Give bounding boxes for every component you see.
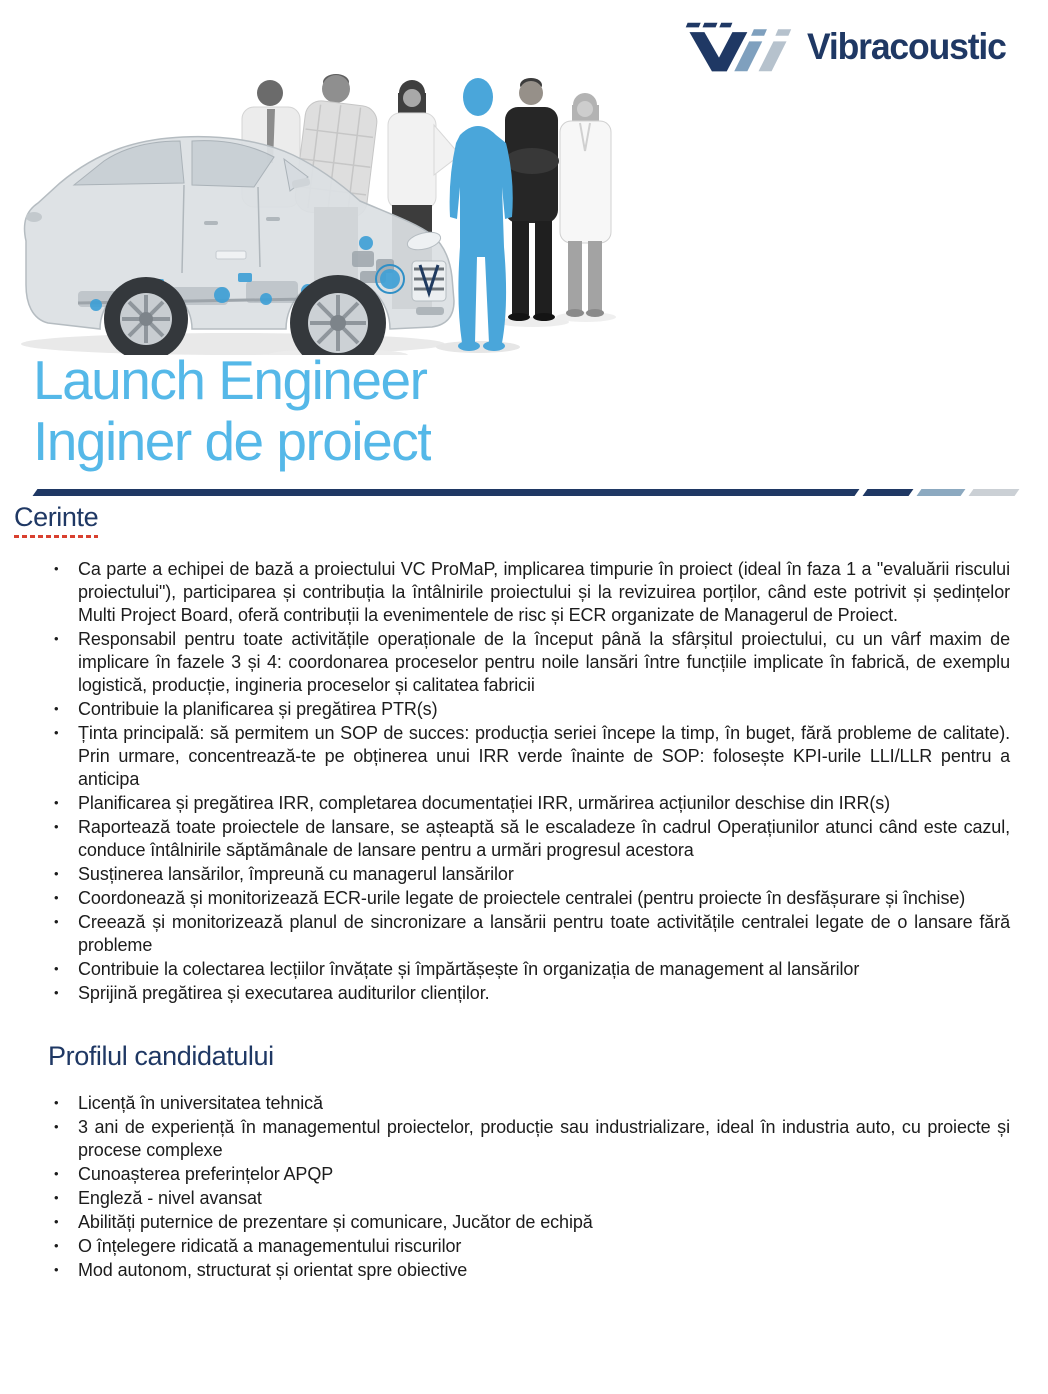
vibracoustic-logo-icon <box>682 16 794 78</box>
vibracoustic-logo <box>682 16 1014 78</box>
profile-heading: Profilul candidatului <box>48 1041 274 1071</box>
divider-dash-navy <box>863 489 914 496</box>
profile-item: • O înțelegere ridicată a managementului riscurilor <box>52 1235 1010 1258</box>
requirement-item: • Sprijină pregătirea și executarea auditurilor clienților. <box>52 982 1010 1005</box>
spellcheck-underline <box>14 535 98 538</box>
requirements-heading-text: Cerinte <box>14 502 99 532</box>
requirement-item: • Planificarea și pregătirea IRR, completarea documentației IRR, urmărirea acțiunilor deschise din IRR(s) <box>52 792 1010 815</box>
profile-item: • Mod autonom, structurat și orientat spre obiective <box>52 1259 1010 1282</box>
section-divider <box>35 489 1017 496</box>
profile-list <box>52 1092 1010 1282</box>
page-title-line1: Launch Engineer <box>33 350 427 411</box>
profile-item: • Cunoașterea preferințelor APQP <box>52 1163 1010 1186</box>
profile-item: • Abilități puternice de prezentare și comunicare, Jucător de echipă <box>52 1211 1010 1234</box>
requirement-item: • Contribuie la planificarea și pregătirea PTR(s) <box>52 698 1010 721</box>
requirement-item: • Creează și monitorizează planul de sincronizare a lansării pentru toate activitățile centralei legate de o lansare fără probleme <box>52 911 1010 957</box>
requirement-item: • Contribuie la colectarea lecțiilor învățate și împărtășește în organizația de management al lansărilor <box>52 958 1010 981</box>
blue-person-silhouette <box>450 78 513 351</box>
page-title <box>33 350 431 476</box>
requirement-item: • Susținerea lansărilor, împreună cu managerul lansărilor <box>52 863 1010 886</box>
divider-dash-gray <box>969 489 1020 496</box>
page-title-line2: Inginer de proiect <box>33 410 431 472</box>
content <box>0 502 1048 1283</box>
profile-item: • 3 ani de experiență în managementul proiectelor, producție sau industrializare, ideal în industria auto, cu proiecte și procese complexe <box>52 1116 1010 1162</box>
brand-name: Vibracoustic <box>806 26 1006 67</box>
requirement-item: • Ținta principală: să permitem un SOP de succes: producția seriei începe la timp, în buget, fără probleme de calitate). Prin urmare, concentrează-te pe obținerea unui IRR verde înainte de SOP: folosește KPI-urile LLI/LLR pentru a anticipa <box>52 722 1010 791</box>
requirements-heading <box>14 502 98 538</box>
requirement-item: • Coordonează și monitorizează ECR-urile legate de proiectele centralei (pentru proiecte în desfășurare și închise) <box>52 887 1010 910</box>
profile-item: • Licență în universitatea tehnică <box>52 1092 1010 1115</box>
divider-bar <box>33 489 860 496</box>
requirement-item: • Ca parte a echipei de bază a proiectului VC ProMaP, implicarea timpurie în proiect (ideal în faza 1 a "evaluării riscului proiectului"), participarea și contribuția la întâlnirile proiectului și la revizuirea porților, când este potrivit și ședințelor Multi Project Board, oferă contribuții la evenimentele de risc și ECR organizate de Managerul de Proiect. <box>52 558 1010 627</box>
requirements-list <box>52 558 1010 1005</box>
divider-dash-steel <box>917 489 966 496</box>
requirement-item: • Raportează toate proiectele de lansare, se așteaptă să le escaladeze în cadrul Operațiunilor atunci când este cazul, conduce întâlnirile săptămânale de lansare pentru a urmări progresul acestora <box>52 816 1010 862</box>
profile-item: • Engleză - nivel avansat <box>52 1187 1010 1210</box>
hero-image <box>8 55 688 355</box>
requirement-item: • Responsabil pentru toate activitățile operaționale de la început până la sfârșitul proiectului, cu un vârf maxim de implicare în fazele 3 și 4: coordonarea proceselor pentru noile lansări între funcțiile implicate în fabrică, de exemplu logistică, producție, ingineria proceselor și calitatea fabricii <box>52 628 1010 697</box>
